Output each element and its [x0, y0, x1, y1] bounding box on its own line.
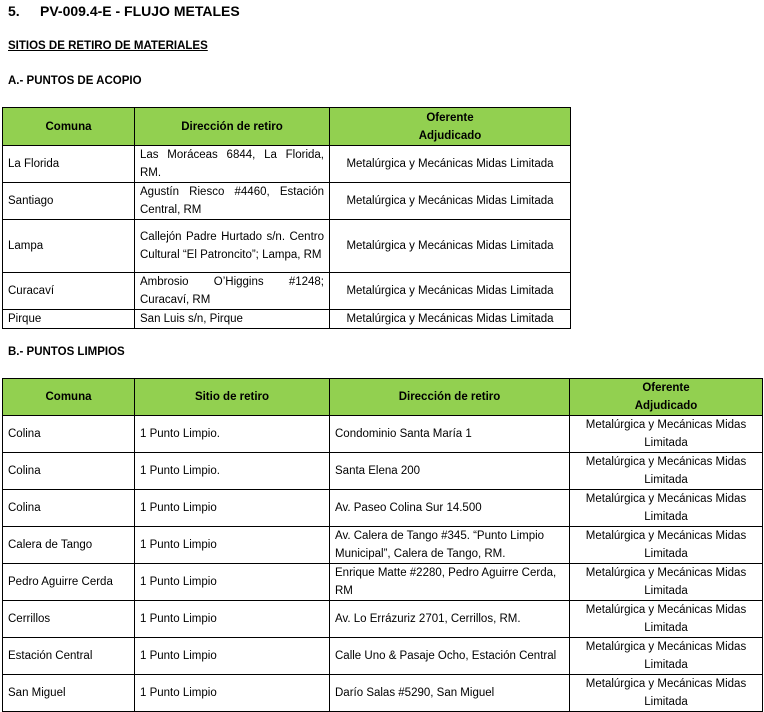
table-row	[3, 310, 571, 329]
acopio-table	[2, 107, 571, 329]
cell-direccion: Las Moráceas 6844, La Florida, RM.	[135, 146, 330, 183]
header-oferente: Oferente Adjudicado	[570, 379, 763, 416]
cell-direccion: Ambrosio O’Higgins #1248; Curacaví, RM	[135, 273, 330, 310]
cell-oferente: Metalúrgica y Mecánicas Midas Limitada	[570, 564, 763, 601]
cell-sitio: 1 Punto Limpio	[135, 601, 330, 638]
cell-direccion: Enrique Matte #2280, Pedro Aguirre Cerda, RM	[330, 564, 570, 601]
cell-oferente: Metalúrgica y Mecánicas Midas Limitada	[330, 220, 571, 273]
cell-oferente: Metalúrgica y Mecánicas Midas Limitada	[330, 273, 571, 310]
cell-sitio: 1 Punto Limpio	[135, 490, 330, 527]
cell-comuna: Pirque	[3, 310, 135, 329]
cell-oferente: Metalúrgica y Mecánicas Midas Limitada	[330, 310, 571, 329]
cell-sitio: 1 Punto Limpio	[135, 675, 330, 712]
cell-direccion: Darío Salas #5290, San Miguel	[330, 675, 570, 712]
table-row	[3, 416, 763, 453]
cell-oferente: Metalúrgica y Mecánicas Midas Limitada	[570, 453, 763, 490]
cell-comuna: Pedro Aguirre Cerda	[3, 564, 135, 601]
header-comuna: Comuna	[3, 108, 135, 146]
cell-comuna: Cerrillos	[3, 601, 135, 638]
subheading: SITIOS DE RETIRO DE MATERIALES	[8, 40, 208, 52]
table-row	[3, 183, 571, 220]
cell-oferente: Metalúrgica y Mecánicas Midas Limitada	[330, 146, 571, 183]
cell-direccion: Santa Elena 200	[330, 453, 570, 490]
cell-direccion: Av. Paseo Colina Sur 14.500	[330, 490, 570, 527]
cell-comuna: Estación Central	[3, 638, 135, 675]
cell-comuna: San Miguel	[3, 675, 135, 712]
cell-direccion: Callejón Padre Hurtado s/n. Centro Cultural “El Patroncito”; Lampa, RM	[135, 220, 330, 273]
page-title	[8, 3, 240, 19]
section-b-title: B.- PUNTOS LIMPIOS	[8, 346, 125, 358]
cell-oferente: Metalúrgica y Mecánicas Midas Limitada	[570, 601, 763, 638]
table-row	[3, 638, 763, 675]
cell-comuna: Colina	[3, 453, 135, 490]
cell-comuna: Colina	[3, 416, 135, 453]
cell-oferente: Metalúrgica y Mecánicas Midas Limitada	[570, 490, 763, 527]
cell-direccion: Condominio Santa María 1	[330, 416, 570, 453]
cell-comuna: Calera de Tango	[3, 527, 135, 564]
table-row	[3, 273, 571, 310]
table-row	[3, 146, 571, 183]
cell-oferente: Metalúrgica y Mecánicas Midas Limitada	[570, 638, 763, 675]
header-comuna: Comuna	[3, 379, 135, 416]
section-a-title: A.- PUNTOS DE ACOPIO	[8, 75, 142, 87]
cell-sitio: 1 Punto Limpio	[135, 564, 330, 601]
table-row	[3, 527, 763, 564]
table-row	[3, 220, 571, 273]
cell-comuna: Colina	[3, 490, 135, 527]
cell-oferente: Metalúrgica y Mecánicas Midas Limitada	[330, 183, 571, 220]
cell-direccion: Av. Lo Errázuriz 2701, Cerrillos, RM.	[330, 601, 570, 638]
cell-direccion: Calle Uno & Pasaje Ocho, Estación Central	[330, 638, 570, 675]
cell-sitio: 1 Punto Limpio	[135, 638, 330, 675]
table-row	[3, 490, 763, 527]
header-direccion: Dirección de retiro	[135, 108, 330, 146]
cell-direccion: Agustín Riesco #4460, Estación Central, RM	[135, 183, 330, 220]
cell-sitio: 1 Punto Limpio	[135, 527, 330, 564]
cell-sitio: 1 Punto Limpio.	[135, 453, 330, 490]
table-header-row	[3, 379, 763, 416]
table-row	[3, 564, 763, 601]
section-title: PV-009.4-E - FLUJO METALES	[40, 3, 240, 19]
table-row	[3, 675, 763, 712]
table-header-row	[3, 108, 571, 146]
cell-comuna: Santiago	[3, 183, 135, 220]
cell-sitio: 1 Punto Limpio.	[135, 416, 330, 453]
section-number: 5.	[8, 3, 20, 19]
header-direccion: Dirección de retiro	[330, 379, 570, 416]
cell-oferente: Metalúrgica y Mecánicas Midas Limitada	[570, 527, 763, 564]
cell-comuna: Curacaví	[3, 273, 135, 310]
cell-direccion: San Luis s/n, Pirque	[135, 310, 330, 329]
table-row	[3, 601, 763, 638]
header-sitio: Sitio de retiro	[135, 379, 330, 416]
cell-comuna: La Florida	[3, 146, 135, 183]
cell-comuna: Lampa	[3, 220, 135, 273]
cell-direccion: Av. Calera de Tango #345. “Punto Limpio Municipal”, Calera de Tango, RM.	[330, 527, 570, 564]
header-oferente: Oferente Adjudicado	[330, 108, 571, 146]
puntos-limpios-table	[2, 378, 763, 712]
table-row	[3, 453, 763, 490]
cell-oferente: Metalúrgica y Mecánicas Midas Limitada	[570, 675, 763, 712]
cell-oferente: Metalúrgica y Mecánicas Midas Limitada	[570, 416, 763, 453]
